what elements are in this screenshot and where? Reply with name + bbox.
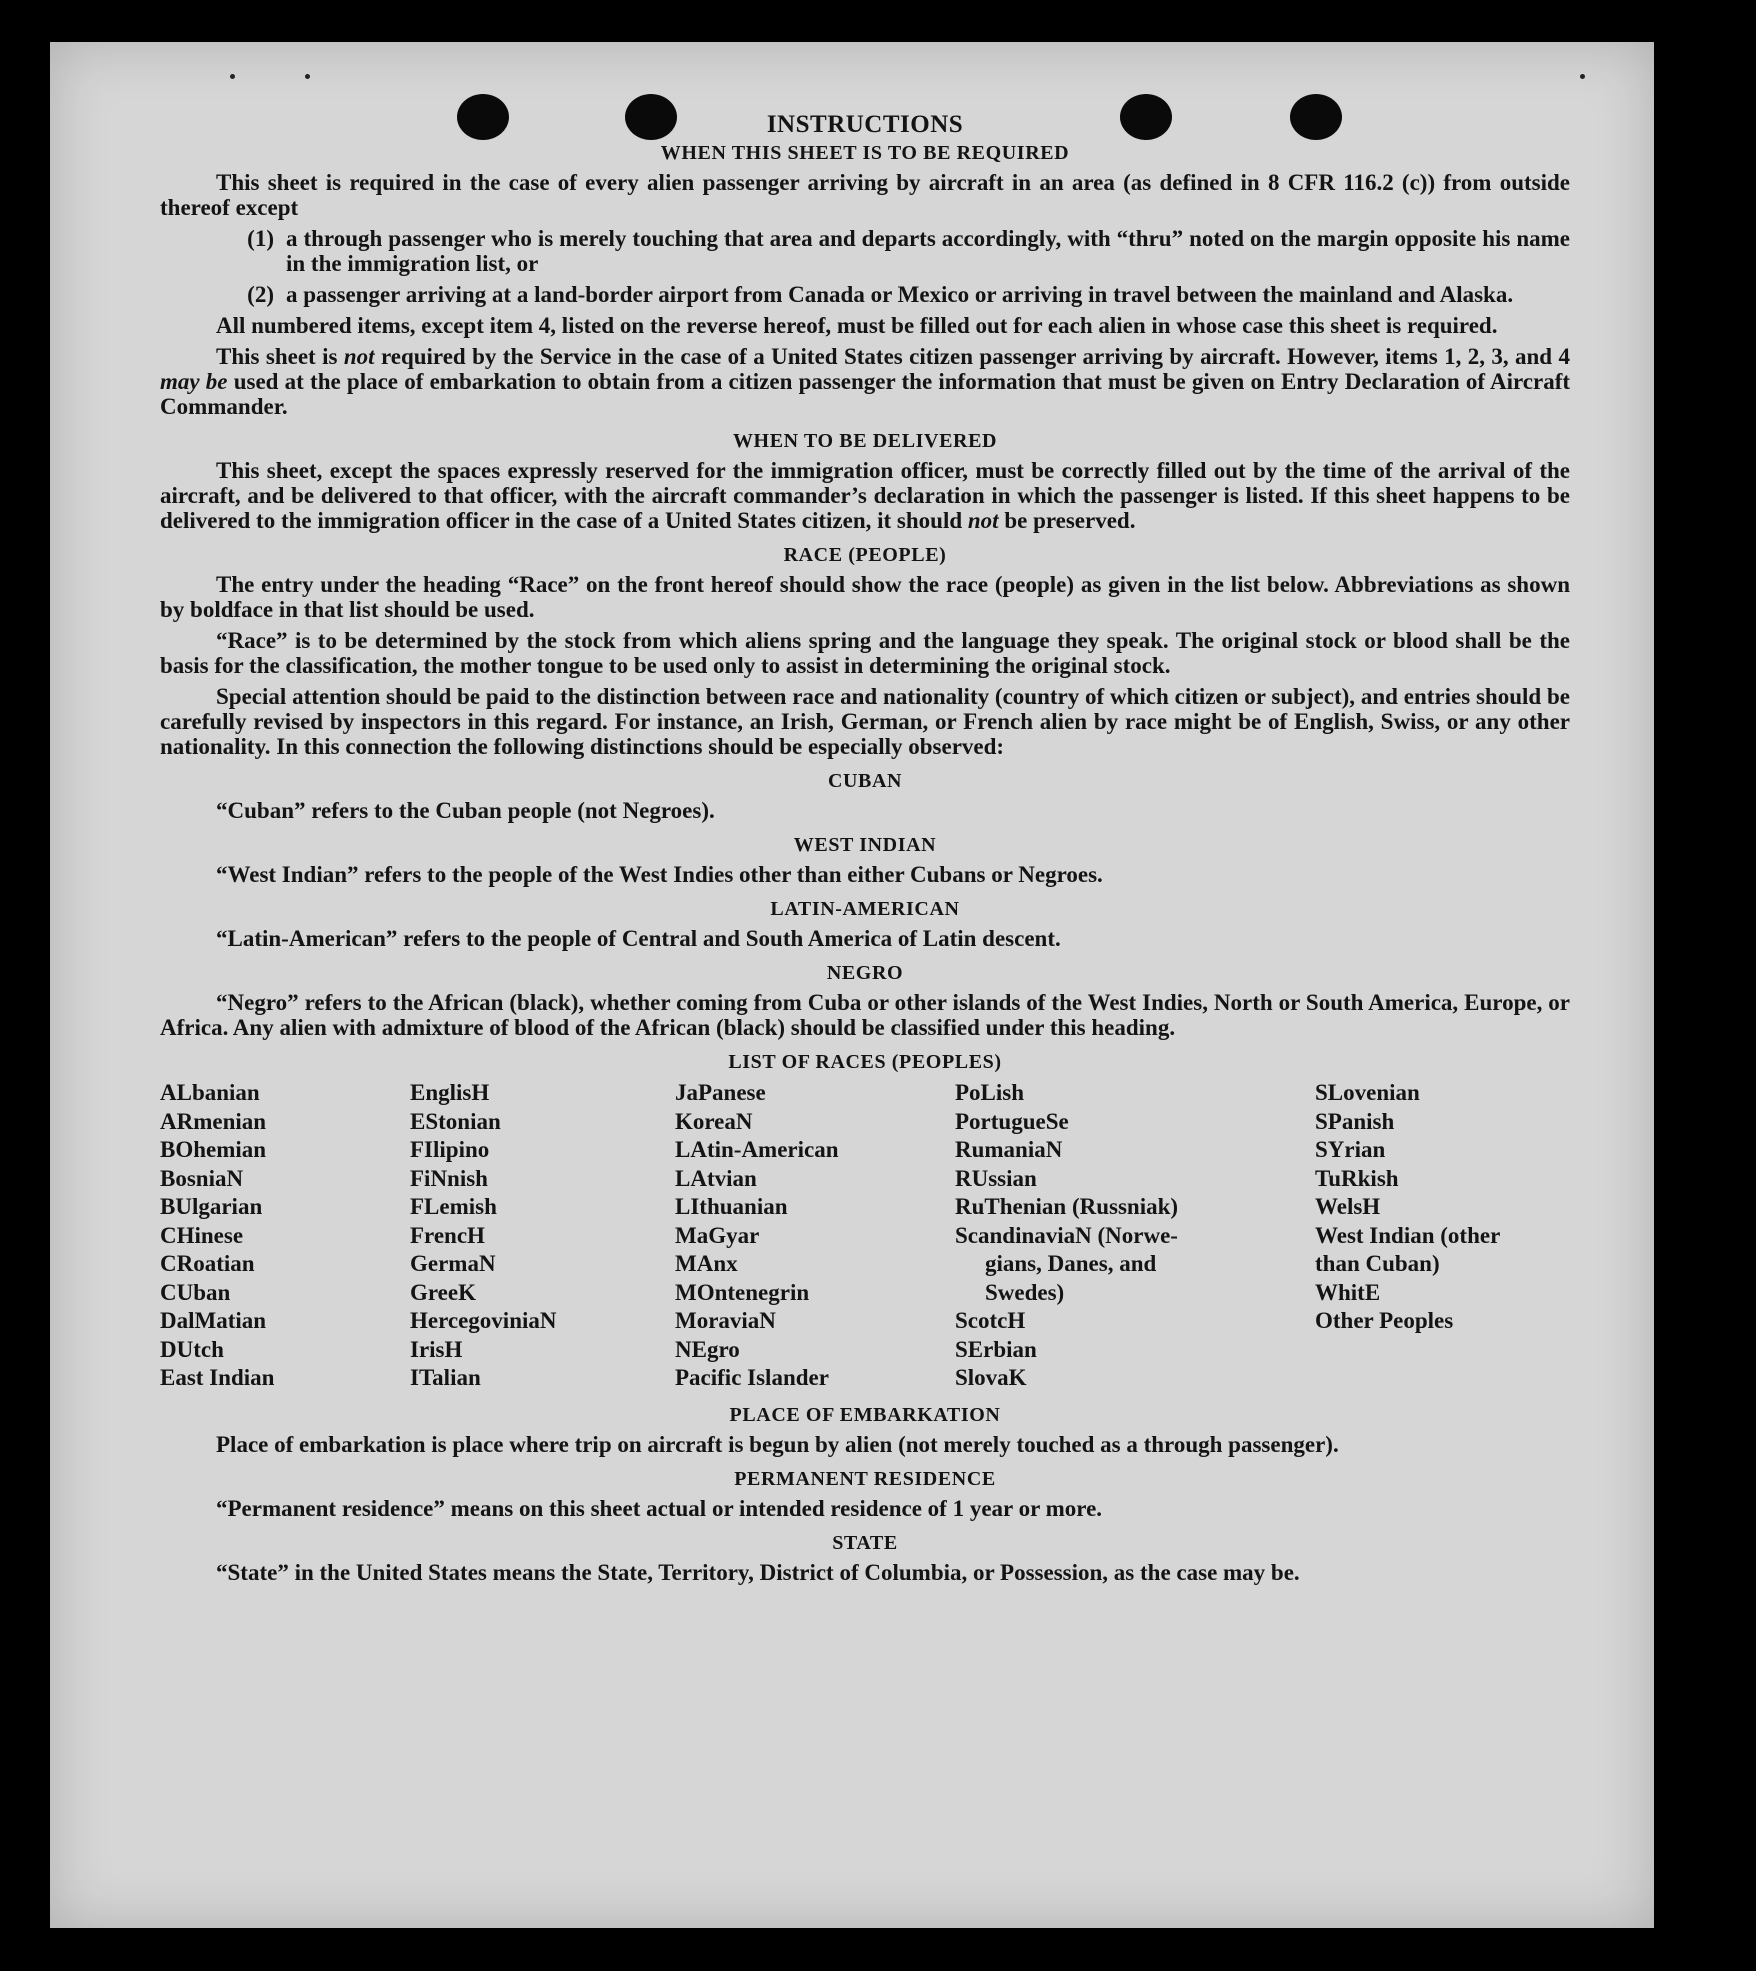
race-entry: RUssian (955, 1165, 1037, 1191)
races-column (410, 1079, 675, 1393)
race-entry: LAtvian (675, 1165, 757, 1191)
race-entry: MAnx (675, 1251, 738, 1276)
race-entry: PortugueSe (955, 1108, 1069, 1134)
citizen-paragraph (160, 344, 1570, 419)
race-entry: gians, Danes, and (985, 1251, 1157, 1276)
race-entry: LAtin-American (675, 1137, 839, 1162)
delivered-text-b: be preserved. (1004, 508, 1136, 533)
race-entry: NEgro (675, 1336, 740, 1362)
residence-paragraph: “Permanent residence” means on this sheet actual or intended residence of 1 year or more. (216, 1495, 1103, 1521)
race-entry: BosniaN (160, 1165, 244, 1191)
section-heading-west-indian: WEST INDIAN (793, 834, 937, 856)
race-entry: Swedes) (985, 1279, 1065, 1305)
delivered-text-not: not (967, 508, 999, 533)
race-entry: EStonian (410, 1108, 501, 1134)
race-entry: BOhemian (160, 1137, 267, 1162)
races-list (160, 1079, 1570, 1393)
race-entry: LIthuanian (675, 1194, 788, 1219)
race-entry: SYrian (1315, 1137, 1386, 1162)
race-entry: WelsH (1315, 1194, 1381, 1219)
race-entry: SLovenian (1315, 1080, 1420, 1105)
exception-number: (2) (247, 282, 274, 307)
race-paragraph-3: Special attention should be paid to the distinction between race and nationality (country of which citizen or subject), and entries should be carefully revised by inspectors in this regard. For instance, an Irish, German, or French alien by race might be of English, Swiss, or any other nationality. In this connection the following distinctions should be especially observed: (160, 684, 1570, 759)
exception-item (160, 226, 1570, 276)
race-entry: HercegoviniaN (410, 1308, 557, 1333)
race-entry: CRoatian (160, 1251, 255, 1276)
race-entry: MOntenegrin (675, 1279, 810, 1305)
race-entry: RumaniaN (955, 1137, 1063, 1162)
punch-dot (1580, 74, 1585, 79)
races-column (675, 1079, 955, 1393)
state-paragraph: “State” in the United States means the State, Territory, District of Columbia, or Possession, as the case may be. (216, 1559, 1300, 1585)
section-heading-latin-american: LATIN-AMERICAN (770, 898, 960, 920)
west-indian-paragraph: “West Indian” refers to the people of the West Indies other than either Cubans or Negroes. (216, 862, 1103, 887)
citizen-text-a: This sheet is (216, 344, 338, 369)
race-entry: Pacific Islander (675, 1365, 829, 1390)
race-entry: ScotcH (955, 1308, 1026, 1333)
page-title: INSTRUCTIONS (766, 111, 964, 138)
race-entry: FrencH (410, 1222, 485, 1248)
race-entry: EnglisH (410, 1080, 490, 1105)
latin-american-paragraph: “Latin-American” refers to the people of Central and South America of Latin descent. (216, 926, 1061, 951)
section-heading-negro: NEGRO (826, 962, 904, 984)
section-heading-state: STATE (832, 1531, 898, 1554)
delivered-text-a: This sheet, except the spaces expressly reserved for the immigration officer, must be correctly filled out by the time of the arrival of the aircraft, and be delivered to that officer, with the aircraft commander’s declaration in which the passenger is listed. If this sheet happens to be delivered to the immigration officer in the case of a United States citizen, it should (160, 458, 1570, 533)
race-paragraph-1: The entry under the heading “Race” on the front hereof should show the race (people) as given in the list below. Abbreviations as shown by boldface in that list should be used. (160, 572, 1570, 622)
section-heading-embarkation: PLACE OF EMBARKATION (729, 1403, 1001, 1426)
race-entry: ARmenian (160, 1108, 267, 1134)
punch-dot (305, 74, 310, 79)
numbered-items-paragraph: All numbered items, except item 4, listed on the reverse hereof, must be filled out for each alien in whose case this sheet is required. (216, 313, 1498, 338)
race-entry: CHinese (160, 1222, 244, 1248)
race-entry: ITalian (410, 1365, 481, 1390)
citizen-text-maybe: may be (160, 369, 228, 394)
document-page (50, 42, 1654, 1928)
race-entry: ScandinaviaN (Norwe- (955, 1222, 1178, 1248)
instructions-body (160, 112, 1570, 1591)
race-entry: MaGyar (675, 1222, 760, 1248)
race-entry: than Cuban) (1315, 1251, 1440, 1276)
race-entry: FIlipino (410, 1137, 490, 1162)
citizen-text-not: not (343, 344, 375, 369)
cuban-paragraph: “Cuban” refers to the Cuban people (not Negroes). (216, 798, 715, 823)
race-entry: FLemish (410, 1194, 497, 1219)
negro-paragraph: “Negro” refers to the African (black), whether coming from Cuba or other islands of the West Indies, North or South America, Europe, or Africa. Any alien with admixture of blood of the African (black) should be classified under this heading. (160, 990, 1570, 1040)
section-heading-permanent-residence: PERMANENT RESIDENCE (734, 1467, 996, 1490)
race-entry: East Indian (160, 1365, 275, 1390)
punch-dot (230, 74, 235, 79)
section-heading-race: RACE (PEOPLE) (783, 544, 947, 566)
exception-number: (1) (247, 226, 274, 251)
race-entry: IrisH (410, 1336, 463, 1362)
race-entry: GreeK (410, 1279, 476, 1305)
race-entry: MoraviaN (675, 1308, 776, 1333)
race-entry: ALbanian (160, 1080, 260, 1105)
race-entry: RuThenian (Russniak) (955, 1194, 1179, 1219)
race-entry: Other Peoples (1315, 1308, 1454, 1333)
when-delivered-paragraph (160, 458, 1570, 533)
race-entry: CUban (160, 1279, 231, 1305)
race-entry: SErbian (955, 1336, 1037, 1362)
citizen-text-c: used at the place of embarkation to obtain from a citizen passenger the information that must be given on Entry Declaration of Aircraft Commander. (160, 369, 1571, 419)
exception-item (160, 282, 1570, 307)
exception-text: a through passenger who is merely touching that area and departs accordingly, with “thru” noted on the margin opposite his name in the immigration list, or (286, 226, 1570, 276)
race-entry: DalMatian (160, 1308, 267, 1333)
race-entry: PoLish (955, 1080, 1025, 1105)
races-column (955, 1079, 1315, 1393)
section-heading-when-required: WHEN THIS SHEET IS TO BE REQUIRED (660, 142, 1070, 164)
race-entry: SPanish (1315, 1108, 1395, 1134)
races-column (160, 1079, 410, 1393)
citizen-text-b: required by the Service in the case of a United States citizen passenger arriving by aircraft. However, items 1, 2, 3, and 4 (380, 344, 1571, 369)
race-entry: BUlgarian (160, 1194, 263, 1219)
race-entry: TuRkish (1315, 1165, 1399, 1191)
race-paragraph-2: “Race” is to be determined by the stock from which aliens spring and the language they speak. The original stock or blood shall be the basis for the classification, the mother tongue to be used only to assist in determining the original stock. (160, 628, 1570, 678)
races-column (1315, 1079, 1565, 1393)
section-heading-cuban: CUBAN (827, 770, 903, 792)
section-heading-when-delivered: WHEN TO BE DELIVERED (732, 430, 998, 452)
race-entry: JaPanese (675, 1080, 766, 1105)
exception-text: a passenger arriving at a land-border airport from Canada or Mexico or arriving in travel between the mainland and Alaska. (286, 282, 1514, 307)
embarkation-paragraph: Place of embarkation is place where trip on aircraft is begun by alien (not merely touched as a through passenger). (216, 1431, 1339, 1457)
race-entry: SlovaK (955, 1365, 1027, 1390)
race-entry: KoreaN (675, 1108, 753, 1134)
race-entry: West Indian (other (1315, 1222, 1501, 1248)
section-heading-list-of-races: LIST OF RACES (PEOPLES) (728, 1051, 1002, 1073)
race-entry: DUtch (160, 1336, 224, 1362)
race-entry: WhitE (1315, 1279, 1381, 1305)
when-required-intro: This sheet is required in the case of every alien passenger arriving by aircraft in an area (as defined in 8 CFR 116.2 (c)) from outside thereof except (160, 170, 1570, 220)
race-entry: GermaN (410, 1251, 496, 1276)
race-entry: FiNnish (410, 1165, 488, 1191)
